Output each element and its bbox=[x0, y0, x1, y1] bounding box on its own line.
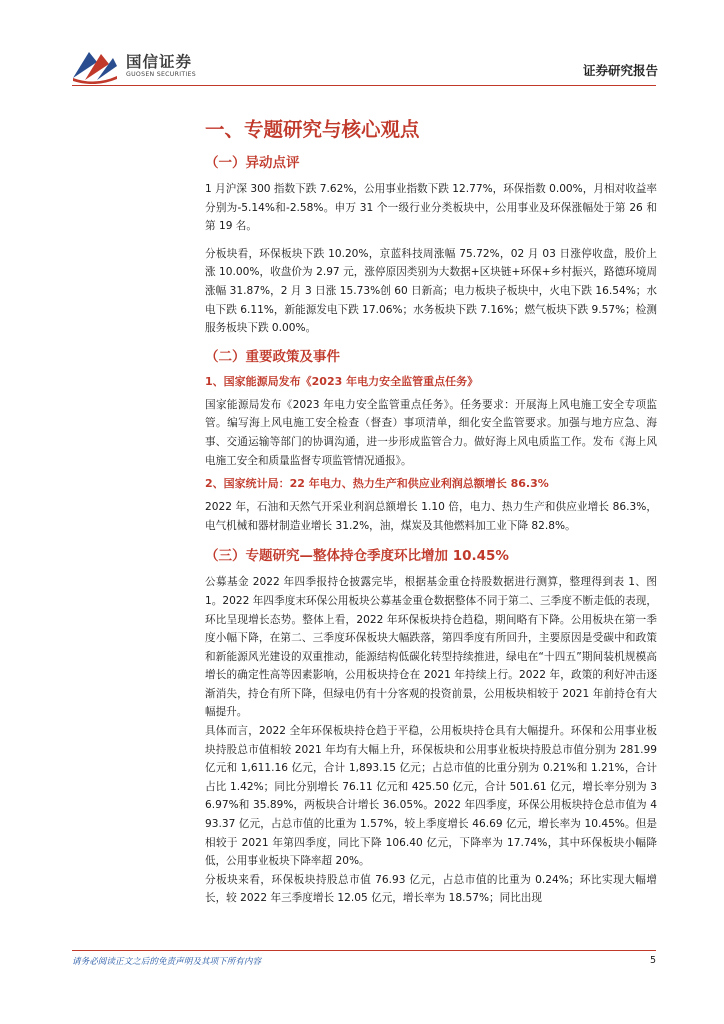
section1-para2: 分板块看，环保板块下跌 10.20%，京蓝科技周涨幅 75.72%，02 月 03 日涨停收盘，股价上涨 10.00%，收盘价为 2.97 元，涨停原因类别为大数据+区块链+环保+乡村振兴，路德环境周涨幅 31.87%，2 月 3 日涨 15.73%创 60 日新高；电力板块子板块中，火电下跌 16.54%；水电下跌 6.11%，新能源发电下跌 17.06%；水务板块下跌 7.16%；燃气板块下跌 9.57%；检测服务板块下跌 0.00%。 bbox=[205, 247, 657, 335]
main-content bbox=[205, 110, 657, 908]
guosen-logo-icon bbox=[71, 48, 119, 84]
section2-item1-text: 国家能源局发布《2023 年电力安全监管重点任务》。任务要求：开展海上风电施工安全专项监管。编写海上风电施工安全检查（督查）事项清单，细化安全监管要求。加强与地方应急、海事、交通运输等部门的协调沟通，进一步形成监管合力。做好海上风电质监工作。发布《海上风电施工安全和质量监督专项监管情况通报》。 bbox=[205, 398, 657, 467]
section2-heading: （二）重要政策及事件 bbox=[205, 348, 340, 365]
footer-divider bbox=[72, 950, 656, 951]
company-name-en: GUOSEN SECURITIES bbox=[126, 71, 196, 78]
page-number: 5 bbox=[649, 955, 656, 966]
section3-para2: 具体而言，2022 全年环保板块持仓趋于平稳，公用板块持仓具有大幅提升。环保和公用事业板块持股总市值相较 2021 年均有大幅上升，环保板块和公用事业板块持股总市值分别为 281.99 亿元和 1,611.16 亿元，合计 1,893.15 亿元；占总市值的比重分别为 0.21%和 1.21%，合计占比 1.42%；同比分别增长 76.11 亿元和 425.50 亿元，合计 501.61 亿元，增长率分别为 36.97%和 35.89%，两板块合计增长 36.05%。2022 年四季度，环保公用板块持仓总市值为 493.37 亿元，占总市值的比重为 1.57%，较上季度增长 46.69 亿元，增长率为 10.45%。但是相较于 2021 年第四季度，同比下降 106.40 亿元，下降率为 17.74%，其中环保板块小幅降低，公用事业板块下降率超 20%。 bbox=[205, 725, 657, 868]
section3-para3: 分板块来看，环保板块持股总市值 76.93 亿元，占总市值的比重为 0.24%；环比实现大幅增长，较 2022 年三季度增长 12.05 亿元，增长率为 18.57%；同比出现 bbox=[205, 873, 657, 905]
company-name-cn: 国信证券 bbox=[126, 53, 193, 71]
section2-item2-text: 2022 年，石油和天然气开采业利润总额增长 1.10 倍，电力、热力生产和供应业增长 86.3%，电气机械和器材制造业增长 31.2%，油，煤炭及其他燃料加工业下降 82.8%。 bbox=[205, 501, 657, 532]
disclaimer-text: 请务必阅读正文之后的免责声明及其项下所有内容 bbox=[72, 957, 262, 967]
section1-para1: 1 月沪深 300 指数下跌 7.62%，公用事业指数下跌 12.77%，环保指数 0.00%，月相对收益率分别为-5.14%和-2.58%。申万 31 个一级行业分类板块中，公用事业及环保涨幅处于第 26 和第 19 名。 bbox=[205, 183, 657, 233]
section3-heading: （三）专题研究—整体持仓季度环比增加 10.45% bbox=[205, 548, 509, 565]
section3-para1: 公募基金 2022 年四季报持仓披露完毕，根据基金重仓持股数据进行测算，整理得到表 1、图 1。2022 年四季度末环保公用板块公募基金重仓数据整体不同于第二、三季度不断走低的表现，环比呈现增长态势。整体上看，2022 年环保板块持仓趋稳，期间略有下降。公用板块在第一季度小幅下降，在第二、三季度环保板块大幅跌落，第四季度有所回升，主要原因是受碳中和政策和新能源风光建设的双重推动，能源结构低碳化转型持续推进，绿电在“十四五”期间装机规模高增长的确定性高等因素影响，公用板块持仓在 2021 年持续上行。2022 年，政策的利好冲击逐渐消失，持仓有所下降，但绿电仍有十分客观的投资前景，公用板块相较于 2021 年前持仓有大幅提升。 bbox=[205, 576, 657, 719]
report-type-label: 证券研究报告 bbox=[582, 63, 658, 78]
section2-item2-title: 2、国家统计局：22 年电力、热力生产和供应业利润总额增长 86.3% bbox=[205, 477, 549, 491]
page-header bbox=[0, 0, 724, 90]
header-divider bbox=[72, 85, 656, 86]
section2-item1-title: 1、国家能源局发布《2023 年电力安全监管重点任务》 bbox=[205, 374, 479, 388]
section1-heading: （一）异动点评 bbox=[205, 155, 300, 171]
page-title: 一、专题研究与核心观点 bbox=[205, 118, 420, 141]
